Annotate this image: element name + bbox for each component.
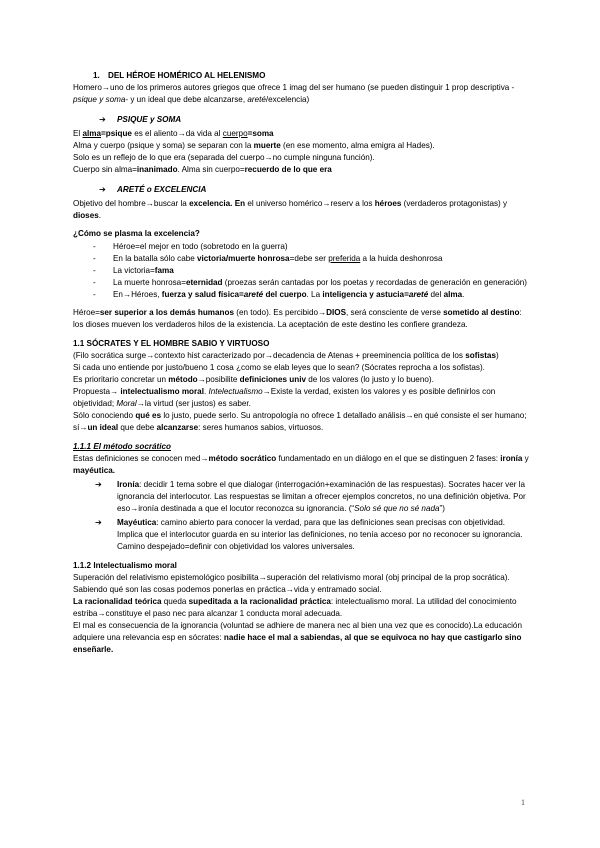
document-page [73, 70, 533, 656]
list-item: - En→Héroes, fuerza y salud física=areté del cuerpo. La inteligencia y astucia=areté del alma. [73, 289, 533, 301]
section-1-intro: Homero→uno de los primeros autores griegos que ofrece 1 imag del ser humano (se pueden distinguir 1 prop descriptiva -psique y soma- y un ideal que debe alcanzarse, areté/excelencia) [73, 83, 515, 104]
section-1-1-line-5: Sólo conociendo qué es lo justo, puede serlo. Su antropología no ofrece 1 detallado análisis→en qué consiste el ser humano; sí→un ideal que debe alcanzarse: seres humanos sabios, virtuosos. [73, 411, 527, 432]
arete-closing: Héroe=ser superior a los demás humanos (en todo). Es percibido→DIOS, será consciente de verse sometido al destino: los dioses mueven los verdaderos hilos de la existencia. La aceptación de este destino les confiere grandeza. [73, 308, 522, 329]
section-1-heading [93, 70, 533, 82]
section-1-number: 1. [93, 71, 100, 80]
section-1-1-2-line-1: Superación del relativismo epistemológico posibilita→superación del relativismo moral (obj principal de la prop socrática). Sabiendo qué son las cosas podemos ponerlas en práctica→vida y entramado social. [73, 573, 510, 594]
section-1-1-1-heading: 1.1.1 El método socrático [73, 442, 171, 451]
section-1-1-2-heading: 1.1.2 Intelectualismo moral [73, 561, 177, 570]
arete-question: ¿Cómo se plasma la excelencia? [73, 229, 200, 238]
section-1-1-line-1: (Filo socrática surge→contexto hist caracterizado por→decadencia de Atenas + preeminencia política de los sofistas) [73, 351, 499, 360]
arete-heading: ➔ ARETÉ o EXCELENCIA [99, 185, 207, 194]
section-1-1-line-3: Es prioritario concretar un método→posibilite definiciones univ de los valores (lo justo y lo bueno). [73, 375, 434, 384]
mayeutica-item: ➔ Mayéutica: camino abierto para conocer la verdad, para que las definiciones sean precisas con objetividad. Implica que el interlocutor guarda en su interior las definiciones, no tenía acceso por no reconocer su ignorancia. Camino despejado=definir con objetividad los valores universales. [95, 518, 523, 551]
psique-line-4: Cuerpo sin alma=inanimado. Alma sin cuerpo=recuerdo de lo que era [73, 165, 332, 174]
ironia-item: ➔ Ironía: decidir 1 tema sobre el que dialogar (interrogación+examinación de las respuestas). Socrates hacer ver la ignorancia del interlocutor. Las respuestas se limitan a ofrecer ejemplos concretos, no una definición objetiva. Por eso→ironía destinada a que el locutor reconozca su ignorancia. (“Solo sé que no sé nada”) [95, 480, 526, 513]
section-1-1-line-4: Propuesta→ intelectualismo moral. Intelectualismo→Existe la verdad, existen los valores y es posible definirlos con objetividad; Moral→la virtud (ser justos) es saber. [73, 387, 496, 408]
section-1-title: DEL HÉROE HOMÉRICO AL HELENISMO [108, 71, 266, 80]
arrow-icon: ➔ [95, 518, 102, 527]
section-1-1-2-line-2: La racionalidad teórica queda supeditada a la racionalidad práctica: intelectualismo moral. La utilidad del conocimiento estriba→constituye el paso nec para alcanzar 1 conducta moral adecuada. [73, 597, 517, 618]
arete-list [73, 241, 533, 301]
list-item: - Héroe=el mejor en todo (sobretodo en la guerra) [73, 241, 533, 253]
list-item: - La muerte honrosa=eternidad (proezas serán cantadas por los poetas y recordadas de generación en generación) [73, 277, 533, 289]
list-item: - En la batalla sólo cabe victoria/muerte honrosa=debe ser preferida a la huida deshonrosa [73, 253, 533, 265]
section-1-1-1-intro: Estas definiciones se conocen med→método socrático fundamentado en un diálogo en el que se distinguen 2 fases: ironía y mayéutica. [73, 454, 529, 475]
section-1-1-2-line-3: El mal es consecuencia de la ignorancia (voluntad se adhiere de manera nec al bien una vez que es conocido).La educación adquiere una relevancia esp en sócrates: nadie hace el mal a sabiendas, al que se equivoca no hay que castigarlo sino enseñarle. [73, 621, 522, 654]
section-1-1-line-2: Si cada uno entiende por justo/bueno 1 cosa ¿como se elab leyes que lo sean? (Sócrates reprocha a los sofistas). [73, 363, 485, 372]
arrow-icon: ➔ [95, 480, 102, 489]
list-item: - La victoria=fama [73, 265, 533, 277]
psique-line-1: El alma=psique es el aliento→da vida al cuerpo=soma [73, 129, 274, 138]
arete-paragraph: Objetivo del hombre→buscar la excelencia. En el universo homérico→reserv a los héroes (verdaderos protagonistas) y dioses. [73, 199, 508, 220]
page-number: 1 [521, 798, 525, 807]
psique-line-3: Solo es un reflejo de lo que era (separada del cuerpo→no cumple ninguna función). [73, 153, 375, 162]
arrow-icon: ➔ [99, 115, 106, 124]
arrow-icon: ➔ [99, 185, 106, 194]
psique-line-2: Alma y cuerpo (psique y soma) se separan con la muerte (en ese momento, alma emigra al Hades). [73, 141, 435, 150]
psique-soma-heading: ➔ PSIQUE y SOMA [99, 115, 182, 124]
section-1-1-heading: 1.1 SÓCRATES Y EL HOMBRE SABIO Y VIRTUOSO [73, 339, 270, 348]
